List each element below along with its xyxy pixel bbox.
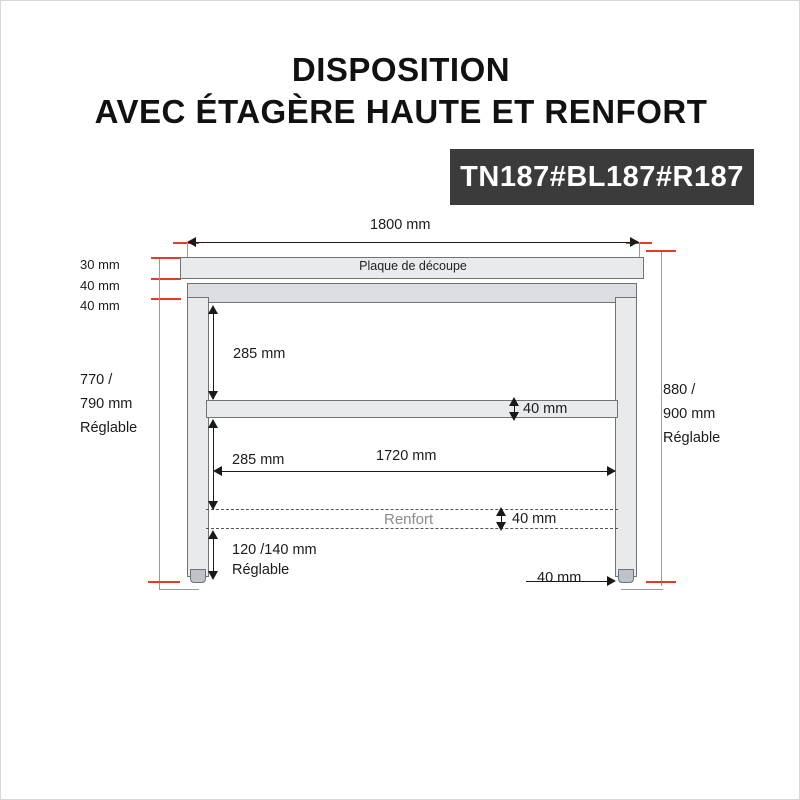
gap-bottom-label: 285 mm bbox=[232, 452, 285, 468]
band-40-b-label: 40 mm bbox=[80, 298, 120, 313]
ext-mark-right-bottom bbox=[646, 581, 676, 583]
right-reference-vertical bbox=[661, 251, 662, 586]
gap-top-arrow-down bbox=[208, 391, 218, 400]
foot-right bbox=[618, 569, 634, 583]
gap-top-dimension-line bbox=[213, 307, 214, 399]
shelf-width-arrow-right bbox=[607, 466, 616, 476]
height-right-line1: 880 / bbox=[663, 382, 696, 398]
overall-width-label: 1800 mm bbox=[370, 217, 431, 233]
ext-mark-left-40a bbox=[151, 298, 181, 300]
page-title-line-1: DISPOSITION bbox=[291, 51, 511, 88]
thickness-30-label: 30 mm bbox=[80, 257, 120, 272]
gap-top-label: 285 mm bbox=[233, 346, 286, 362]
page-title-line-2: AVEC ÉTAGÈRE HAUTE ET RENFORT bbox=[94, 93, 708, 130]
ext-mark-left-30-bottom bbox=[151, 278, 181, 280]
ground-clearance-label: 120 /140 mm bbox=[232, 542, 317, 558]
height-left-line1: 770 / bbox=[80, 372, 113, 388]
height-right-line2: 900 mm bbox=[663, 406, 716, 422]
model-badge: TN187#BL187#R187 bbox=[450, 149, 754, 205]
renfort-thickness-arrow-down bbox=[496, 522, 506, 531]
height-right-adjustable: Réglable bbox=[663, 430, 721, 446]
shelf-thickness-arrow-down bbox=[509, 412, 519, 421]
gap-bottom-dimension-line bbox=[213, 421, 214, 509]
shelf-thickness-label: 40 mm bbox=[523, 401, 568, 417]
foot-left bbox=[190, 569, 206, 583]
shelf-thickness-arrow-up bbox=[509, 397, 519, 406]
shelf-width-label: 1720 mm bbox=[376, 448, 437, 464]
shelf-width-arrow-left bbox=[213, 466, 222, 476]
ground-clearance-arrow-down bbox=[208, 571, 218, 580]
overall-width-dimension-line bbox=[187, 242, 639, 243]
gap-top-arrow-up bbox=[208, 305, 218, 314]
height-left-line2: 790 mm bbox=[80, 396, 133, 412]
renfort-thickness-arrow-up bbox=[496, 507, 506, 516]
shelf-width-dimension-line bbox=[215, 471, 615, 472]
band-40-a-label: 40 mm bbox=[80, 278, 120, 293]
ext-mark-right-top bbox=[646, 250, 676, 252]
worktop-label: Plaque de découpe bbox=[359, 259, 467, 273]
frame-band bbox=[187, 283, 637, 303]
renfort-bottom-line bbox=[206, 528, 618, 529]
height-left-adjustable: Réglable bbox=[80, 420, 138, 436]
baseline-left-extension bbox=[159, 589, 199, 590]
leg-width-arrow-right bbox=[607, 576, 616, 586]
left-reference-vertical bbox=[159, 259, 160, 589]
leg-left bbox=[187, 297, 209, 577]
renfort-thickness-label: 40 mm bbox=[512, 511, 557, 527]
overall-width-arrow-right bbox=[630, 237, 639, 247]
ext-mark-left-30-top bbox=[151, 257, 181, 259]
gap-bottom-arrow-down bbox=[208, 501, 218, 510]
renfort-top-line bbox=[206, 509, 618, 510]
ext-mark-left-bottom bbox=[148, 581, 180, 583]
renfort-label: Renfort bbox=[384, 511, 434, 528]
baseline-right-extension bbox=[621, 589, 663, 590]
ground-clearance-adjustable: Réglable bbox=[232, 562, 290, 578]
leg-right bbox=[615, 297, 637, 577]
overall-width-arrow-left bbox=[187, 237, 196, 247]
leg-width-label: 40 mm bbox=[537, 570, 582, 586]
gap-bottom-arrow-up bbox=[208, 419, 218, 428]
ground-clearance-arrow-up bbox=[208, 530, 218, 539]
